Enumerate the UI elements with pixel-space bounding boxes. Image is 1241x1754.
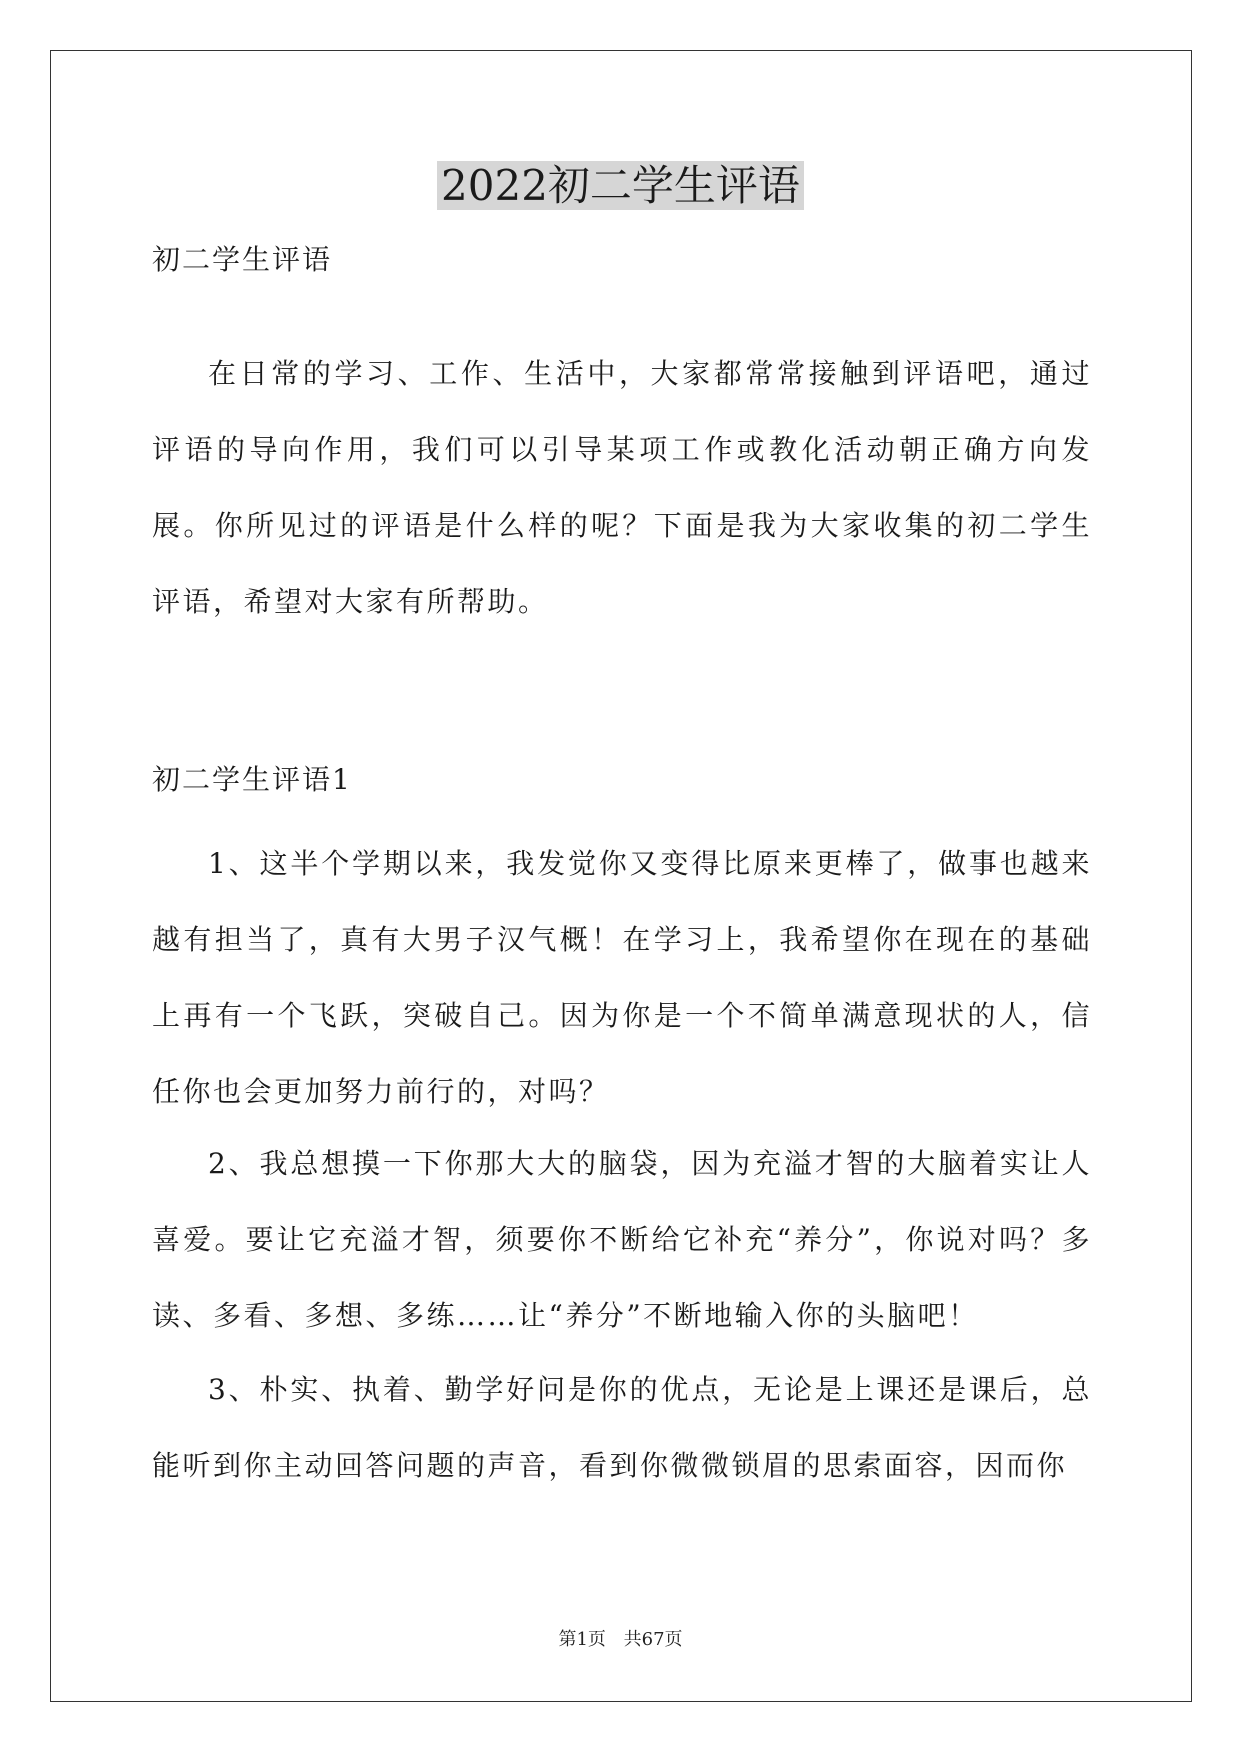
section-heading: 初二学生评语1: [152, 763, 352, 796]
document-subtitle: 初二学生评语: [152, 243, 333, 276]
page-footer: [0, 1628, 1241, 1652]
comment-paragraph-3: 3、朴实、执着、勤学好问是你的优点，无论是上课还是课后，总能听到你主动回答问题的声音，看到你微微锁眉的思索面容，因而你: [152, 1373, 1092, 1482]
comment-paragraph-1: 1、这半个学期以来，我发觉你又变得比原来更棒了，做事也越来越有担当了，真有大男子汉气概！在学习上，我希望你在现在的基础上再有一个飞跃，突破自己。因为你是一个不简单满意现状的人，信任你也会更加努力前行的，对吗？: [152, 847, 1092, 1108]
page-number: 第1页: [558, 1629, 606, 1650]
comment-paragraph-2: 2、我总想摸一下你那大大的脑袋，因为充溢才智的大脑着实让人喜爱。要让它充溢才智，须要你不断给它补充“养分”，你说对吗？多读、多看、多想、多练……让“养分”不断地输入你的头脑吧！: [152, 1147, 1092, 1332]
document-title: 2022初二学生评语: [0, 160, 1241, 212]
page-total: 共67页: [623, 1629, 683, 1650]
intro-paragraph: 在日常的学习、工作、生活中，大家都常常接触到评语吧，通过评语的导向作用，我们可以引导某项工作或教化活动朝正确方向发展。你所见过的评语是什么样的呢？下面是我为大家收集的初二学生评语，希望对大家有所帮助。: [152, 357, 1092, 618]
